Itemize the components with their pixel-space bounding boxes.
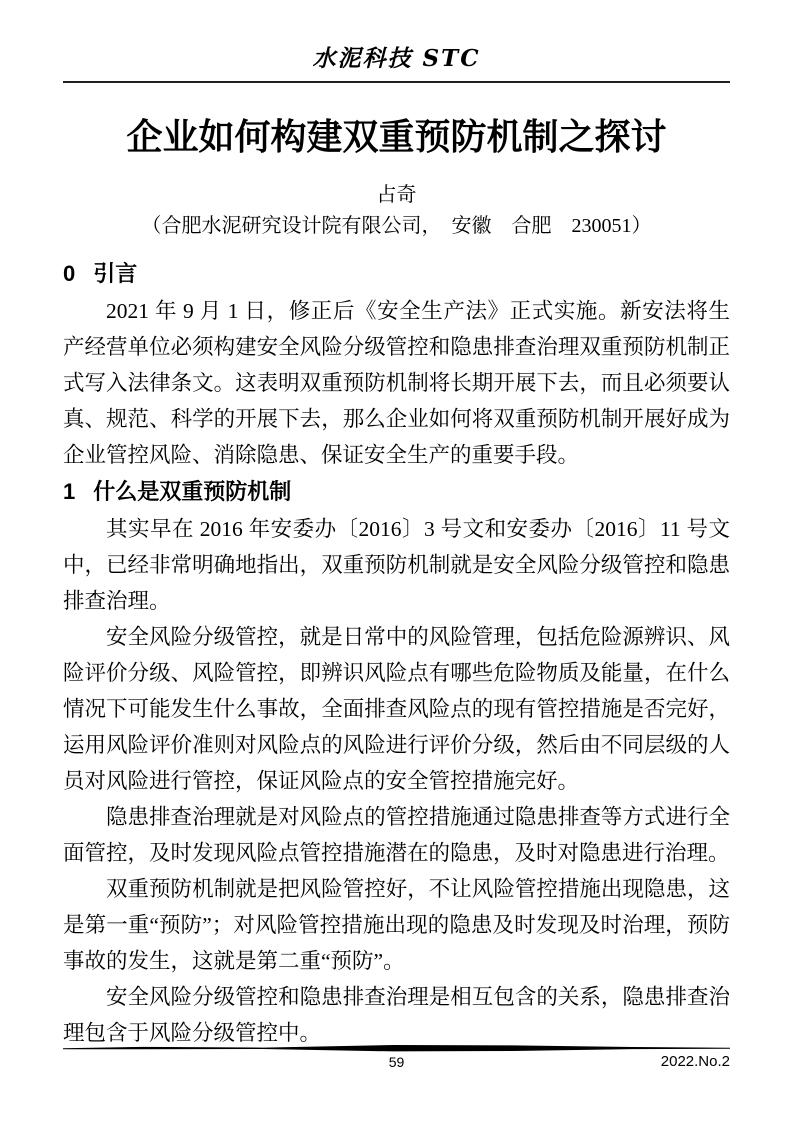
section-introduction [63,255,730,473]
paragraph: 安全风险分级管控和隐患排查治理是相互包含的关系，隐患排查治理包含于风险分级管控中。 [63,985,730,1045]
author-affiliation: （合肥水泥研究设计院有限公司， 安徽 合肥 230051） [141,215,652,237]
section-number: 0 [63,261,76,286]
issue-label: 2022.No.2 [660,1053,730,1070]
article-body [63,255,730,1051]
page-number: 59 [388,1054,405,1070]
author-name: 占奇 [376,184,417,206]
paragraph: 其实早在 2016 年安委办〔2016〕3 号文和安委办〔2016〕11 号文中，已经非常明确地指出，双重预防机制就是安全风险分级管控和隐患排查治理。 [63,517,730,613]
running-header [63,44,730,83]
section-number: 1 [63,479,76,504]
section-title: 引言 [93,261,138,286]
section-what-is-dual-prevention [63,473,730,1051]
header-rule [63,81,730,83]
article-title: 企业如何构建双重预防机制之探讨 [126,116,667,157]
section-heading-0 [63,255,730,293]
section-heading-1 [63,473,730,511]
footer-row [63,1053,730,1071]
journal-title: 水泥科技 STC [312,45,481,72]
paragraph: 2021 年 9 月 1 日，修正后《安全生产法》正式实施。新安法将生产经营单位必须构建安全风险分级管控和隐患排查治理双重预防机制正式写入法律条文。这表明双重预防机制将长期开展下去，而且必须要认真、规范、科学的开展下去，那么企业如何将双重预防机制开展好成为企业管控风险、消除隐患、保证安全生产的重要手段。 [63,299,730,467]
section-title: 什么是双重预防机制 [93,479,292,504]
paragraph: 隐患排查治理就是对风险点的管控措施通过隐患排查等方式进行全面管控，及时发现风险点管控措施潜在的隐患，及时对隐患进行治理。 [63,805,730,865]
paragraph: 安全风险分级管控，就是日常中的风险管理，包括危险源辨识、风险评价分级、风险管控，即辨识风险点有哪些危险物质及能量，在什么情况下可能发生什么事故，全面排查风险点的现有管控措施是否完好，运用风险评价准则对风险点的风险进行评价分级，然后由不同层级的人员对风险进行管控，保证风险点的安全管控措施完好。 [63,625,730,793]
page-footer [63,1044,730,1071]
footer-rule [63,1044,730,1053]
paragraph: 双重预防机制就是把风险管控好，不让风险管控措施出现隐患，这是第一重“预防”；对风险管控措施出现的隐患及时发现及时治理，预防事故的发生，这就是第二重“预防”。 [63,877,730,973]
